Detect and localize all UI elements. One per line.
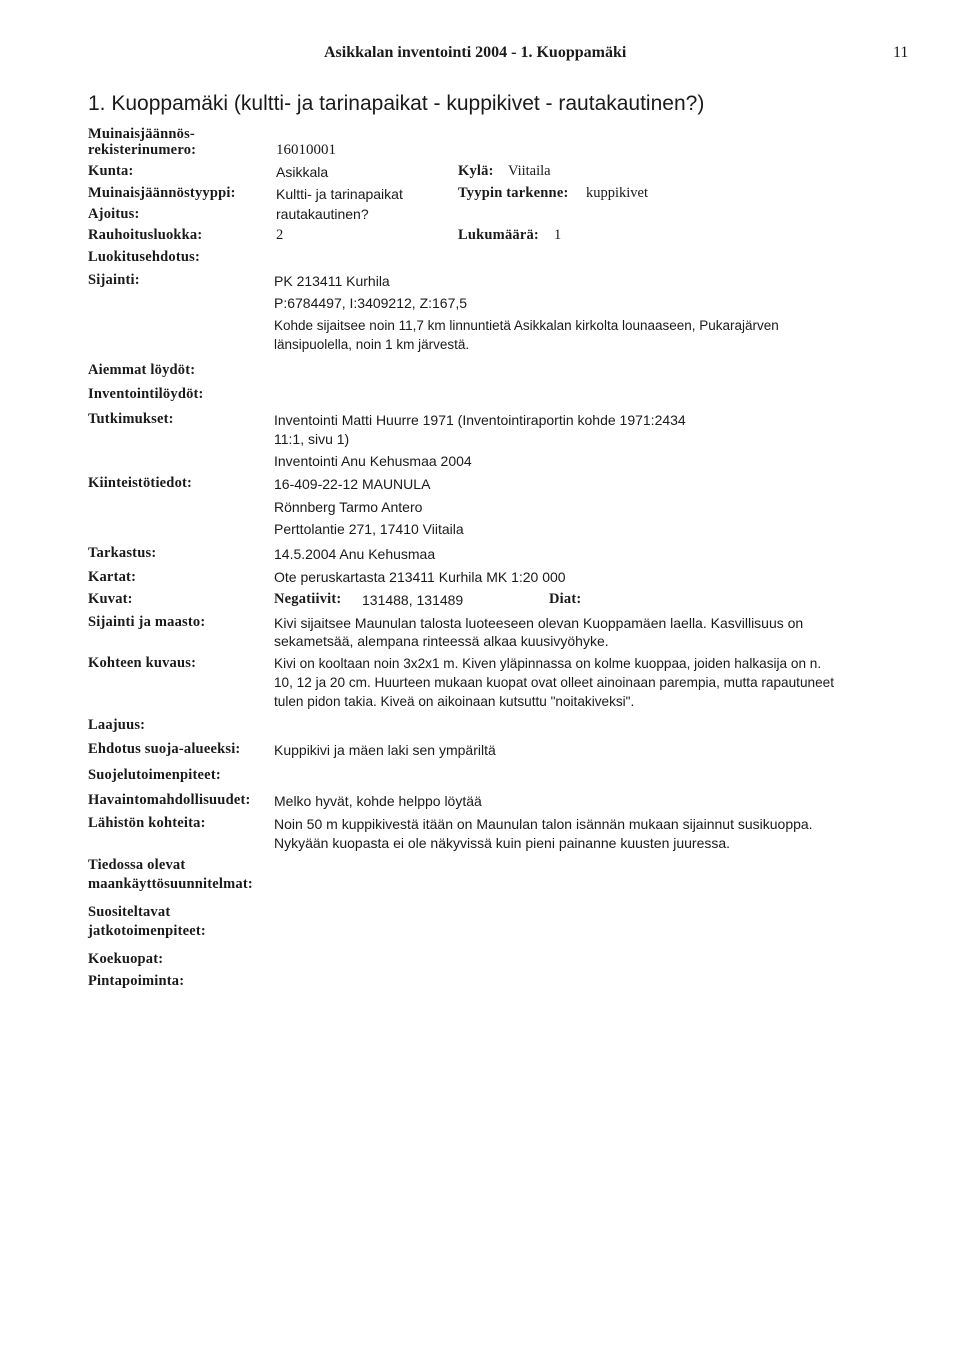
label-tiedossa-2: maankäyttösuunnitelmat: xyxy=(88,876,253,892)
label-kuvat: Kuvat: xyxy=(88,591,133,607)
value-rauhoitusluokka: 2 xyxy=(276,227,284,243)
label-kohteen-kuvaus: Kohteen kuvaus: xyxy=(88,655,197,671)
label-rauhoitusluokka: Rauhoitusluokka: xyxy=(88,227,203,243)
label-kartat: Kartat: xyxy=(88,569,137,585)
label-lukumaara: Lukumäärä: xyxy=(458,227,539,243)
label-kunta: Kunta: xyxy=(88,163,134,179)
value-ajoitus: rautakautinen? xyxy=(276,206,369,222)
value-kuvaus-3: tulen pidon takia. Kiveä on aikoinaan kutsuttu "noitakiveksi". xyxy=(274,694,635,709)
value-sijainti-maasto-1: Kivi sijaitsee Maunulan talosta luoteeseen olevan Kuoppamäen laella. Kasvillisuus on xyxy=(274,615,804,631)
value-rekisterinumero: 16010001 xyxy=(276,142,336,158)
label-rekisterinumero-1: Muinaisjäännös- xyxy=(88,126,195,142)
label-tyyppi: Muinaisjäännöstyyppi: xyxy=(88,185,236,201)
value-tutkimukset-1: Inventointi Matti Huurre 1971 (Inventointiraportin kohde 1971:2434 xyxy=(274,412,686,428)
label-ehdotus-suoja-alueeksi: Ehdotus suoja-alueeksi: xyxy=(88,741,241,757)
label-kyla: Kylä: xyxy=(458,163,494,179)
value-sijainti-karttalehti: PK 213411 Kurhila xyxy=(274,273,390,289)
label-havaintomahdollisuudet: Havaintomahdollisuudet: xyxy=(88,792,251,808)
label-sijainti-ja-maasto: Sijainti ja maasto: xyxy=(88,614,206,630)
label-sijainti: Sijainti: xyxy=(88,272,140,288)
value-kiinteisto-osoite: Perttolantie 271, 17410 Viitaila xyxy=(274,521,464,537)
label-suojelutoimenpiteet: Suojelutoimenpiteet: xyxy=(88,767,221,783)
running-header: Asikkalan inventointi 2004 - 1. Kuoppamäki xyxy=(324,44,627,61)
label-ajoitus: Ajoitus: xyxy=(88,206,140,222)
label-inventointiloydot: Inventointilöydöt: xyxy=(88,386,204,402)
label-negatiivit: Negatiivit: xyxy=(274,591,342,607)
value-sijainti-kuvaus-1: Kohde sijaitsee noin 11,7 km linnuntietä Asikkalan kirkolta lounaaseen, Pukarajärven xyxy=(274,318,779,333)
value-lukumaara: 1 xyxy=(554,227,562,243)
value-sijainti-kuvaus-2: länsipuolella, noin 1 km järvestä. xyxy=(274,337,470,352)
label-diat: Diat: xyxy=(549,591,582,607)
value-negatiivit: 131488, 131489 xyxy=(362,592,464,608)
label-laajuus: Laajuus: xyxy=(88,717,146,733)
label-pintapoiminta: Pintapoiminta: xyxy=(88,973,185,989)
value-lahiston-1: Noin 50 m kuppikivestä itään on Maunulan talon isännän mukaan sijainnut susikuoppa. xyxy=(274,816,813,832)
value-sijainti-koordinaatit: P:6784497, I:3409212, Z:167,5 xyxy=(274,295,468,311)
label-lahiston-kohteita: Lähistön kohteita: xyxy=(88,815,206,831)
label-suositeltavat-2: jatkotoimenpiteet: xyxy=(88,923,206,939)
label-tutkimukset: Tutkimukset: xyxy=(88,411,174,427)
label-kiinteistotiedot: Kiinteistötiedot: xyxy=(88,475,193,491)
value-kuvaus-2: 10, 12 ja 20 cm. Huurteen mukaan kuopat ovat olleet ainoinaan parempia, mutta rapautuneet xyxy=(274,675,834,690)
label-tyypin-tarkenne: Tyypin tarkenne: xyxy=(458,185,569,201)
value-sijainti-maasto-2: sekametsää, alempana rinteessä alkaa kuusivyöhyke. xyxy=(274,633,609,649)
value-tutkimukset-3: Inventointi Anu Kehusmaa 2004 xyxy=(274,453,472,469)
value-kiinteisto-tunnus: 16-409-22-12 MAUNULA xyxy=(274,476,431,492)
value-tutkimukset-2: 11:1, sivu 1) xyxy=(274,431,350,447)
label-koekuopat: Koekuopat: xyxy=(88,951,164,967)
value-kyla: Viitaila xyxy=(508,163,551,179)
value-lahiston-2: Nykyään kuopasta ei ole näkyvissä kuin pieni painanne kuusten juuressa. xyxy=(274,835,731,851)
value-kartat: Ote peruskartasta 213411 Kurhila MK 1:20 000 xyxy=(274,569,566,585)
label-aiemmat-loydot: Aiemmat löydöt: xyxy=(88,362,196,378)
label-tiedossa-1: Tiedossa olevat xyxy=(88,857,186,873)
value-tyypin-tarkenne: kuppikivet xyxy=(586,185,649,201)
value-tarkastus: 14.5.2004 Anu Kehusmaa xyxy=(274,546,436,562)
page-number: 11 xyxy=(893,44,909,61)
value-ehdotus-suoja-alueeksi: Kuppikivi ja mäen laki sen ympäriltä xyxy=(274,742,496,758)
value-tyyppi: Kultti- ja tarinapaikat xyxy=(276,186,403,202)
value-havaintomahdollisuudet: Melko hyvät, kohde helppo löytää xyxy=(274,793,482,809)
value-kiinteisto-omistaja: Rönnberg Tarmo Antero xyxy=(274,499,423,515)
value-kuvaus-1: Kivi on kooltaan noin 3x2x1 m. Kiven yläpinnassa on kolme kuoppaa, joiden halkasija on n. xyxy=(274,656,822,671)
label-tarkastus: Tarkastus: xyxy=(88,545,157,561)
document-title: 1. Kuoppamäki (kultti- ja tarinapaikat - kuppikivet - rautakautinen?) xyxy=(88,92,705,115)
label-suositeltavat-1: Suositeltavat xyxy=(88,904,171,920)
label-rekisterinumero-2: rekisterinumero: xyxy=(88,142,197,158)
label-luokitusehdotus: Luokitusehdotus: xyxy=(88,249,200,265)
value-kunta: Asikkala xyxy=(276,164,329,180)
